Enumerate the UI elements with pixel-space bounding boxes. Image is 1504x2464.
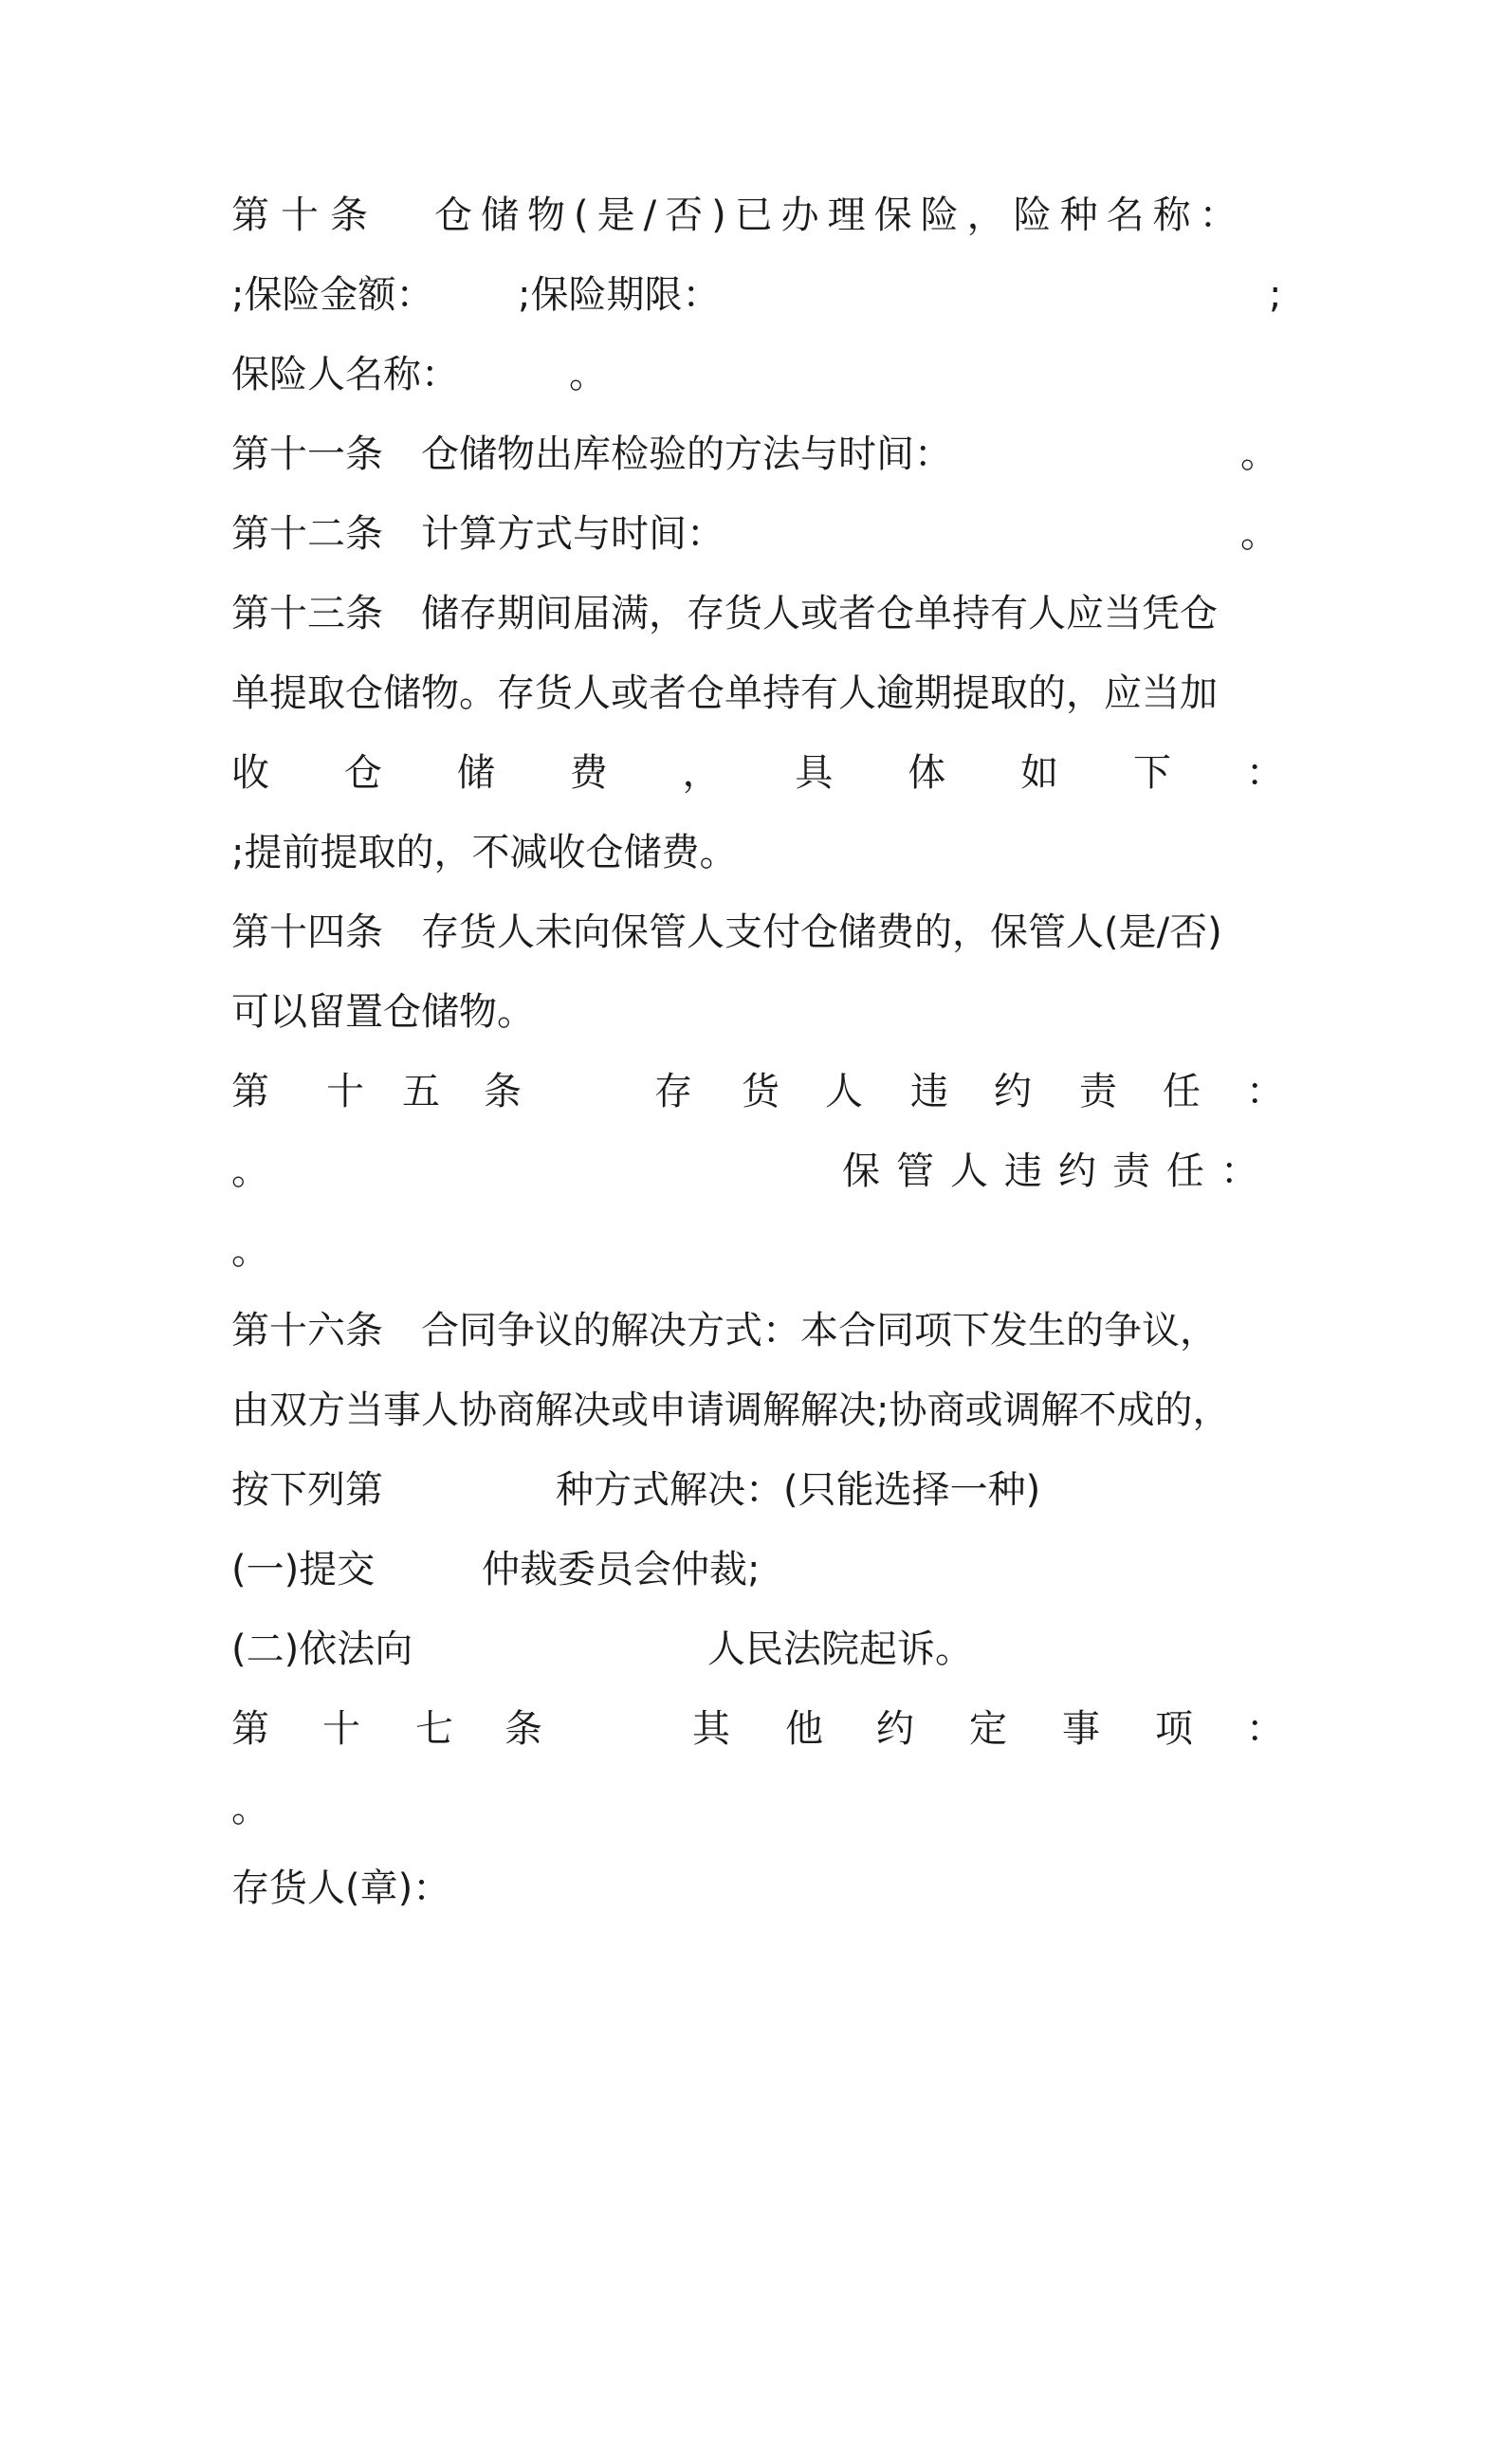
- line-start-period: 。: [231, 1149, 269, 1193]
- option-1-suffix: 仲裁委员会仲裁;: [482, 1548, 761, 1591]
- char: 下: [1133, 751, 1171, 795]
- signature-line: [231, 1859, 1284, 1918]
- line-start-period: 。: [231, 1787, 269, 1830]
- article-14-text-1: 第十四条 存货人未向保管人支付仓储费的，保管人(是/否): [231, 910, 1222, 954]
- char: 十: [326, 1070, 364, 1113]
- option-2-prefix: (二)依法向: [231, 1627, 413, 1671]
- char: 条: [484, 1070, 522, 1113]
- line-start-period: 。: [231, 1229, 269, 1273]
- article-17-line-2: [231, 1779, 1284, 1838]
- char: 如: [1020, 751, 1059, 795]
- article-16-line-3: [231, 1461, 1284, 1519]
- article-14-line-1: [231, 903, 1284, 962]
- article-13-text-4: ;提前提取的，不减收仓储费。: [231, 831, 738, 874]
- article-11-line: [231, 425, 1284, 484]
- article-16-line-2: [231, 1381, 1284, 1440]
- article-14-text-2: 可以留置仓储物。: [231, 990, 535, 1034]
- char: ：: [1246, 1707, 1284, 1751]
- char: ，: [682, 751, 721, 795]
- depositor-seal-label: 存货人(章)：: [231, 1866, 451, 1910]
- article-13-line-1: [231, 584, 1284, 643]
- char: 储: [456, 751, 495, 795]
- line-end-semicolon: ;: [1269, 273, 1282, 317]
- char: 约: [994, 1070, 1032, 1113]
- char: 收: [231, 751, 269, 795]
- char: 第: [231, 1070, 269, 1113]
- article-12-text: 第十二条 计算方式与时间：: [231, 512, 724, 556]
- article-17-line-1: [231, 1700, 1284, 1758]
- char: 具: [795, 751, 834, 795]
- article-13-line-2: [231, 664, 1284, 723]
- char: 仓: [343, 751, 382, 795]
- article-16-text-2: 由双方当事人协商解决或申请调解解决;协商或调解不成的，: [231, 1388, 1231, 1432]
- char: 体: [908, 751, 946, 795]
- line-end-period: 。: [569, 353, 607, 396]
- article-16-option-1: [231, 1540, 1284, 1599]
- char: 五: [402, 1070, 440, 1113]
- char: ：: [1246, 1070, 1284, 1113]
- article-12-line: [231, 505, 1284, 563]
- article-14-line-2: [231, 983, 1284, 1041]
- char: 定: [969, 1707, 1007, 1751]
- insurer-name-label: 保险人名称：: [231, 353, 459, 396]
- article-13-line-3: [231, 744, 1284, 802]
- char: 约: [876, 1707, 914, 1751]
- option-2-suffix: 人民法院起诉。: [707, 1627, 973, 1671]
- article-16-text-3b: 种方式解决：(只能选择一种): [556, 1468, 1041, 1512]
- article-13-text-1: 第十三条 储存期间届满，存货人或者仓单持有人应当凭仓: [231, 592, 1218, 635]
- article-11-text: 第十一条 仓储物出库检验的方法与时间：: [231, 432, 952, 476]
- article-13-text-2: 单提取仓储物。存货人或者仓单持有人逾期提取的，应当加: [231, 671, 1218, 715]
- article-13-line-4: [231, 823, 1284, 882]
- char: 任: [1163, 1070, 1201, 1113]
- article-10-heading: 第十条: [231, 193, 379, 237]
- char: 项: [1155, 1707, 1193, 1751]
- char: ：: [1245, 751, 1284, 795]
- char: 其: [692, 1707, 730, 1751]
- article-15-line-1: [231, 1062, 1284, 1121]
- char: 第: [231, 1707, 269, 1751]
- char: 存: [654, 1070, 692, 1113]
- char: 条: [504, 1707, 542, 1751]
- keeper-liability-label: 保管人违约责任：: [842, 1149, 1275, 1193]
- char: 违: [910, 1070, 948, 1113]
- article-16-text-3a: 按下列第: [231, 1468, 383, 1512]
- line-end-period: 。: [1240, 432, 1278, 476]
- char: 费: [569, 751, 608, 795]
- char: 七: [415, 1707, 453, 1751]
- char: 他: [785, 1707, 823, 1751]
- article-15-line-3: [231, 1222, 1284, 1280]
- char: 十: [322, 1707, 360, 1751]
- article-10-line-2: [231, 266, 1284, 324]
- article-16-option-2: [231, 1620, 1284, 1679]
- insurance-term-label: ;保险期限：: [518, 273, 721, 317]
- char: 责: [1079, 1070, 1117, 1113]
- article-15-line-2: [231, 1142, 1284, 1201]
- line-end-period: 。: [1240, 512, 1278, 556]
- char: 人: [825, 1070, 863, 1113]
- article-16-line-1: [231, 1301, 1284, 1360]
- article-16-text-1: 第十六条 合同争议的解决方式：本合同项下发生的争议，: [231, 1309, 1218, 1352]
- option-1-prefix: (一)提交: [231, 1548, 376, 1591]
- article-10-line-1: [231, 186, 1284, 245]
- char: 事: [1062, 1707, 1100, 1751]
- article-10-text: 仓储物(是/否)已办理保险，险种名称：: [434, 193, 1246, 237]
- article-10-line-3: [231, 345, 1284, 404]
- char: 货: [742, 1070, 780, 1113]
- insurance-amount-label: ;保险金额：: [231, 273, 434, 317]
